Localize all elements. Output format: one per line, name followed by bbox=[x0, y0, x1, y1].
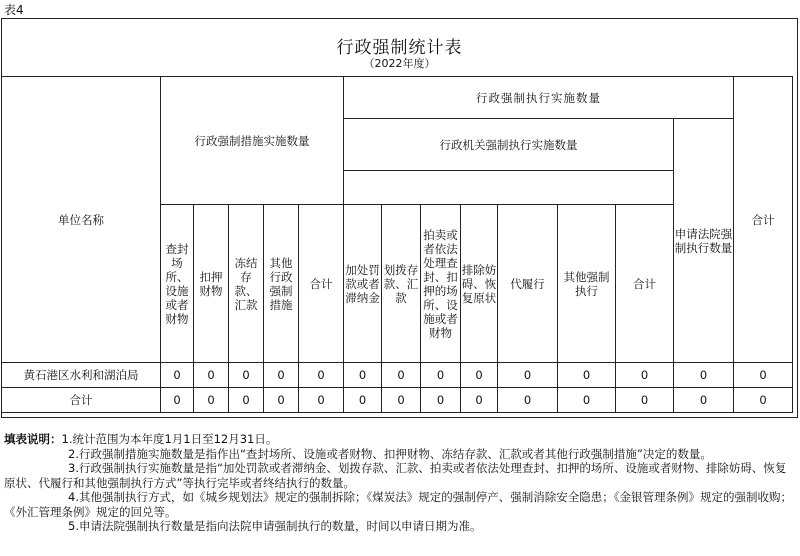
header-admin-fine: 加处罚款或者滞纳金 bbox=[344, 205, 382, 363]
note-3: 3.行政强制执行实施数量是指“加处罚款或者滞纳金、划拨存款、汇款、拍卖或者依法处理查封、扣押的场所、设施或者财物、排除妨碍、恢复原状、代履行和其他强制执行方式”等执行完毕或者终结执行的数量。 bbox=[4, 461, 787, 490]
header-grand-total: 合计 bbox=[734, 77, 793, 363]
table-row-total bbox=[2, 388, 793, 413]
header-measure-other: 其他行政强制措施 bbox=[264, 205, 299, 363]
cell-value: 0 bbox=[264, 388, 299, 413]
page-title: 行政强制统计表 bbox=[336, 38, 463, 58]
cell-value: 0 bbox=[674, 363, 734, 388]
cell-value: 0 bbox=[194, 388, 229, 413]
header-admin-total: 合计 bbox=[616, 205, 674, 363]
header-unit-name: 单位名称 bbox=[2, 77, 161, 363]
header-measures-group: 行政强制措施实施数量 bbox=[161, 77, 344, 205]
header-admin-substitute: 代履行 bbox=[498, 205, 558, 363]
header-admin-auction: 拍卖或者依法处理查封、扣押的场所、设施或者财物 bbox=[421, 205, 461, 363]
cell-value: 0 bbox=[734, 363, 793, 388]
row-unit-name: 黄石港区水利和湖泊局 bbox=[2, 363, 161, 388]
header-admin-group: 行政机关强制执行实施数量 bbox=[344, 119, 674, 171]
note-5: 5.申请法院强制执行数量是指向法院申请强制执行的数量，时间以申请日期为准。 bbox=[68, 519, 482, 533]
cell-value: 0 bbox=[616, 363, 674, 388]
header-court-apply: 申请法院强制执行数量 bbox=[674, 119, 734, 363]
header-measure-seal: 查封场所、设施或者财物 bbox=[161, 205, 194, 363]
cell-value: 0 bbox=[498, 388, 558, 413]
header-enforcement-group: 行政强制执行实施数量 bbox=[344, 77, 734, 119]
table-row bbox=[2, 363, 793, 388]
note-4: 4.其他强制执行方式，如《城乡规划法》规定的强制拆除；《煤炭法》规定的强制停产、强制消除安全隐患；《金银管理条例》规定的强制收购；《外汇管理条例》规定的回兑等。 bbox=[4, 490, 792, 519]
header-admin-spacer bbox=[344, 171, 674, 205]
header-measure-seize: 扣押财物 bbox=[194, 205, 229, 363]
cell-value: 0 bbox=[461, 363, 498, 388]
cell-value: 0 bbox=[194, 363, 229, 388]
header-measure-freeze: 冻结存款、汇款 bbox=[229, 205, 264, 363]
header-admin-transfer: 划拨存款、汇款 bbox=[382, 205, 421, 363]
cell-value: 0 bbox=[299, 388, 344, 413]
statistics-table bbox=[1, 76, 793, 413]
header-admin-other: 其他强制执行 bbox=[558, 205, 616, 363]
cell-value: 0 bbox=[382, 388, 421, 413]
cell-value: 0 bbox=[498, 363, 558, 388]
cell-value: 0 bbox=[734, 388, 793, 413]
cell-value: 0 bbox=[344, 388, 382, 413]
cell-value: 0 bbox=[161, 388, 194, 413]
cell-value: 0 bbox=[382, 363, 421, 388]
note-2: 2.行政强制措施实施数量是指作出“查封场所、设施或者财物、扣押财物、冻结存款、汇款或者其他行政强制措施”决定的数量。 bbox=[68, 446, 712, 461]
cell-value: 0 bbox=[558, 388, 616, 413]
cell-value: 0 bbox=[229, 388, 264, 413]
cell-value: 0 bbox=[344, 363, 382, 388]
cell-value: 0 bbox=[229, 363, 264, 388]
note-1: 1.统计范围为本年度1月1日至12月31日。 bbox=[61, 432, 278, 446]
row-total-label: 合计 bbox=[2, 388, 161, 413]
page-subtitle: （2022年度） bbox=[363, 57, 436, 70]
cell-value: 0 bbox=[161, 363, 194, 388]
cell-value: 0 bbox=[674, 388, 734, 413]
cell-value: 0 bbox=[421, 388, 461, 413]
cell-value: 0 bbox=[461, 388, 498, 413]
cell-value: 0 bbox=[558, 363, 616, 388]
header-admin-restore: 排除妨碍、恢复原状 bbox=[461, 205, 498, 363]
filling-instructions bbox=[4, 432, 796, 534]
table-number: 表4 bbox=[4, 3, 24, 17]
notes-label: 填表说明： bbox=[4, 432, 62, 446]
cell-value: 0 bbox=[421, 363, 461, 388]
header-measure-total: 合计 bbox=[299, 205, 344, 363]
cell-value: 0 bbox=[616, 388, 674, 413]
cell-value: 0 bbox=[299, 363, 344, 388]
cell-value: 0 bbox=[264, 363, 299, 388]
